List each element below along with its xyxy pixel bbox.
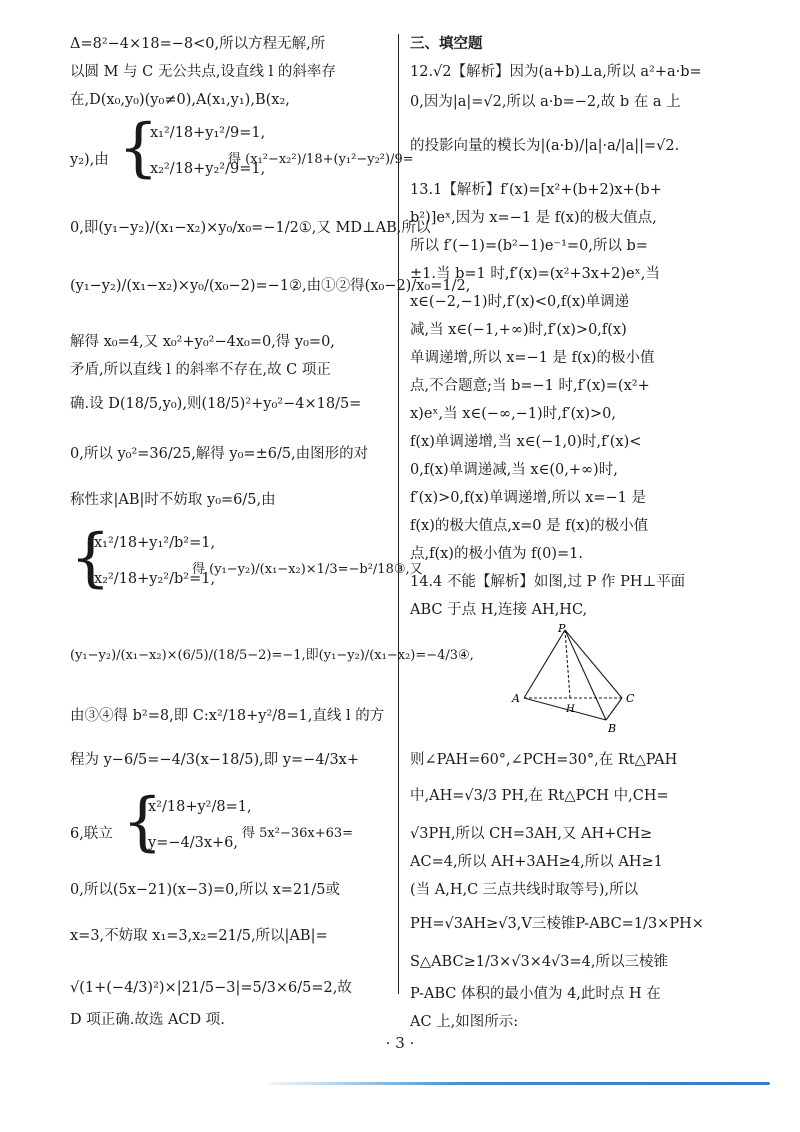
text-line: 在,D(x₀,y₀)(y₀≠0),A(x₁,y₁),B(x₂, — [70, 92, 290, 108]
text-line: √3PH,所以 CH=3AH,又 AH+CH≥ — [410, 826, 653, 842]
equation-result: 得 (y₁−y₂)/(x₁−x₂)×1/3=−b²/18③,又 — [192, 562, 423, 577]
equation-result: 得 (x₁²−x₂²)/18+(y₁²−y₂²)/9= — [228, 152, 414, 167]
text-line: 6,联立 — [70, 826, 113, 842]
text-line: 点,不合题意;当 b=−1 时,f′(x)=(x²+ — [410, 378, 650, 394]
column-divider — [398, 34, 399, 994]
label-c: C — [626, 692, 635, 705]
text-line: x∈(−2,−1)时,f′(x)<0,f(x)单调递 — [410, 294, 630, 310]
equation-result: 得 5x²−36x+63= — [242, 826, 354, 841]
text-line: 由③④得 b²=8,即 C:x²/18+y²/8=1,直线 l 的方 — [70, 708, 385, 724]
footer-accent-bar — [268, 1082, 770, 1085]
text-line: AC 上,如图所示: — [410, 1014, 519, 1030]
text-line: 减,当 x∈(−1,+∞)时,f′(x)>0,f(x) — [410, 322, 627, 338]
text-line: x=3,不妨取 x₁=3,x₂=21/5,所以|AB|= — [70, 928, 328, 944]
label-p: P — [558, 624, 566, 635]
text-line: AC=4,所以 AH+3AH≥4,所以 AH≥1 — [410, 854, 663, 870]
text-line: D 项正确.故选 ACD 项. — [70, 1012, 225, 1028]
text-line: (y₁−y₂)/(x₁−x₂)×y₀/(x₀−2)=−1②,由①②得(x₀−2)/x₀=1/2, — [70, 278, 471, 294]
text-line: 12.√2【解析】因为(a+b)⊥a,所以 a²+a·b= — [410, 64, 702, 80]
text-line: 解得 x₀=4,又 x₀²+y₀²−4x₀=0,得 y₀=0, — [70, 334, 335, 350]
left-brace: { — [70, 521, 111, 595]
page-number: · 3 · — [385, 1034, 415, 1052]
text-line: 程为 y−6/5=−4/3(x−18/5),即 y=−4/3x+ — [70, 752, 359, 768]
section-title: 三、填空题 — [410, 35, 483, 52]
left-brace: { — [118, 111, 159, 185]
text-line: 称性求|AB|时不妨取 y₀=6/5,由 — [70, 492, 276, 508]
text-line: f′(x)>0,f(x)单调递增,所以 x=−1 是 — [410, 490, 647, 506]
text-line: 14.4 不能【解析】如图,过 P 作 PH⊥平面 — [410, 574, 686, 590]
text-line: 所以 f′(−1)=(b²−1)e⁻¹=0,所以 b= — [410, 238, 648, 254]
text-line: 0,所以 y₀²=36/25,解得 y₀=±6/5,由图形的对 — [70, 446, 369, 462]
text-line: (y₁−y₂)/(x₁−x₂)×(6/5)/(18/5−2)=−1,即(y₁−y₂)/(x₁−x₂)=−4/3④, — [70, 648, 474, 663]
text-line: x)eˣ,当 x∈(−∞,−1)时,f′(x)>0, — [410, 406, 616, 422]
text-line: f(x)单调递增,当 x∈(−1,0)时,f′(x)< — [410, 434, 642, 450]
text-line: 0,即(y₁−y₂)/(x₁−x₂)×y₀/x₀=−1/2①,又 MD⊥AB,所以 — [70, 220, 431, 236]
pyramid-figure — [510, 624, 640, 736]
label-h: H — [566, 704, 575, 715]
equation: x₁²/18+y₁²/9=1, — [150, 125, 266, 141]
text-line: 13.1【解析】f′(x)=[x²+(b+2)x+(b+ — [410, 182, 662, 198]
label-b: B — [608, 722, 617, 735]
text-line: S△ABC≥1/3×√3×4√3=4,所以三棱锥 — [410, 954, 668, 970]
text-line: ±1.当 b=1 时,f′(x)=(x²+3x+2)eˣ,当 — [410, 266, 660, 282]
text-line: (当 A,H,C 三点共线时取等号),所以 — [410, 882, 639, 898]
label-a: A — [512, 692, 520, 705]
text-line: 以圆 M 与 C 无公共点,设直线 l 的斜率存 — [70, 64, 336, 80]
edge-pa — [524, 630, 565, 698]
text-line: 点,f(x)的极小值为 f(0)=1. — [410, 546, 583, 562]
text-line: 0,因为|a|=√2,所以 a·b=−2,故 b 在 a 上 — [410, 94, 681, 110]
edge-pc — [565, 630, 622, 698]
edge-bc — [606, 698, 622, 720]
text-line: b²)]eˣ,因为 x=−1 是 f(x)的极大值点, — [410, 210, 657, 226]
text-line: Δ=8²−4×18=−8<0,所以方程无解,所 — [70, 36, 326, 52]
text-line: 则∠PAH=60°,∠PCH=30°,在 Rt△PAH — [410, 752, 678, 768]
text-line: f(x)的极大值点,x=0 是 f(x)的极小值 — [410, 518, 649, 534]
equation: x₁²/18+y₁²/b²=1, — [94, 535, 216, 551]
text-line: 单调递增,所以 x=−1 是 f(x)的极小值 — [410, 350, 655, 366]
text-line: P-ABC 体积的最小值为 4,此时点 H 在 — [410, 986, 661, 1002]
equation: y=−4/3x+6, — [148, 835, 238, 851]
text-line: 0,f(x)单调递减,当 x∈(0,+∞)时, — [410, 462, 618, 478]
text-line: ABC 于点 H,连接 AH,HC, — [410, 602, 588, 618]
text-line: 的投影向量的模长为|(a·b)/|a|·a/|a||=√2. — [410, 138, 680, 154]
equation: x²/18+y²/8=1, — [148, 799, 252, 815]
text-line: 0,所以(5x−21)(x−3)=0,所以 x=21/5或 — [70, 882, 340, 898]
text-line: PH=√3AH≥√3,V三棱锥P-ABC=1/3×PH× — [410, 916, 704, 932]
left-brace: { — [122, 785, 163, 859]
text-line: √(1+(−4/3)²)×|21/5−3|=5/3×6/5=2,故 — [70, 980, 352, 996]
text-line: y₂),由 — [70, 152, 109, 168]
text-line: 矛盾,所以直线 l 的斜率不存在,故 C 项正 — [70, 362, 331, 378]
equation-system — [148, 796, 252, 854]
equation: x₂²/18+y₂²/9=1, — [150, 161, 266, 177]
text-line: 中,AH=√3/3 PH,在 Rt△PCH 中,CH= — [410, 788, 669, 804]
equation: x₂²/18+y₂²/b²=1, — [94, 571, 216, 587]
text-line: 确.设 D(18/5,y₀),则(18/5)²+y₀²−4×18/5= — [70, 396, 362, 412]
edge-ab — [524, 698, 606, 720]
